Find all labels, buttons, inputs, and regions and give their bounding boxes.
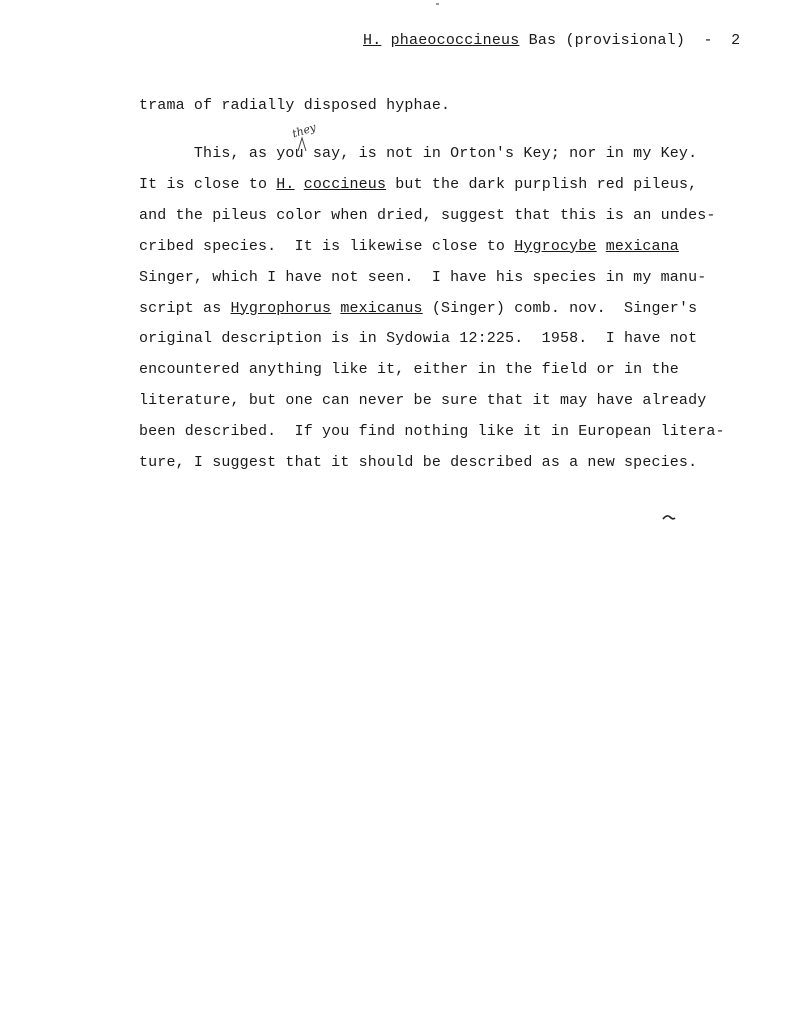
underlined-taxon: H. [276,175,295,193]
text-line [139,423,725,440]
text-segment: It is close to [139,175,277,193]
page-header [363,32,740,49]
text-segment: This, as you say, is not in Orton's Key; nor in my Key. [139,145,698,162]
handwritten-mark [662,513,676,521]
underlined-taxon: Hygrophorus [230,299,332,317]
header-author: Bas [528,32,557,49]
text-line [139,300,697,317]
text-line [139,97,450,114]
text-line [139,145,697,162]
text-segment: been described. If you find nothing like it in European litera- [139,423,725,441]
text-segment: encountered anything like it, either in the field or in the [139,361,679,379]
text-segment: literature, but one can never be sure that it may have already [139,392,707,410]
text-segment: script as [139,299,231,317]
underlined-taxon: Hygrocybe [514,237,597,255]
text-segment [295,176,304,193]
underlined-taxon: mexicana [605,237,679,255]
text-line [139,330,697,347]
text-line [139,392,706,409]
scan-speck [436,3,439,5]
text-line [139,454,697,471]
header-dash: - [703,32,713,49]
underlined-taxon: coccineus [303,175,387,193]
header-species: phaeococcineus [390,32,520,49]
text-line [139,361,679,378]
underlined-taxon: mexicanus [340,299,423,317]
text-segment [597,238,606,255]
text-segment: Singer, which I have not seen. I have his species in my manu- [139,268,707,286]
text-line [139,269,706,286]
text-segment: ture, I suggest that it should be described as a new species. [139,454,698,471]
text-line [139,238,679,255]
header-genus: H. [363,32,382,49]
page-number: 2 [731,32,741,49]
text-line [139,207,716,224]
text-segment: (Singer) comb. nov. Singer's [422,299,698,317]
text-segment: cribed species. It is likewise close to [139,237,515,255]
text-segment [331,300,340,317]
handwritten-annotation: they [290,120,318,141]
text-segment: and the pileus color when dried, suggest that this is an undes- [139,206,716,224]
header-status: (provisional) [565,32,686,49]
text-segment: but the dark purplish red pileus, [386,175,698,193]
text-segment: trama of radially disposed hyphae. [139,97,451,114]
text-segment: original description is in Sydowia 12:225. 1958. I have not [139,330,698,348]
text-line [139,176,697,193]
